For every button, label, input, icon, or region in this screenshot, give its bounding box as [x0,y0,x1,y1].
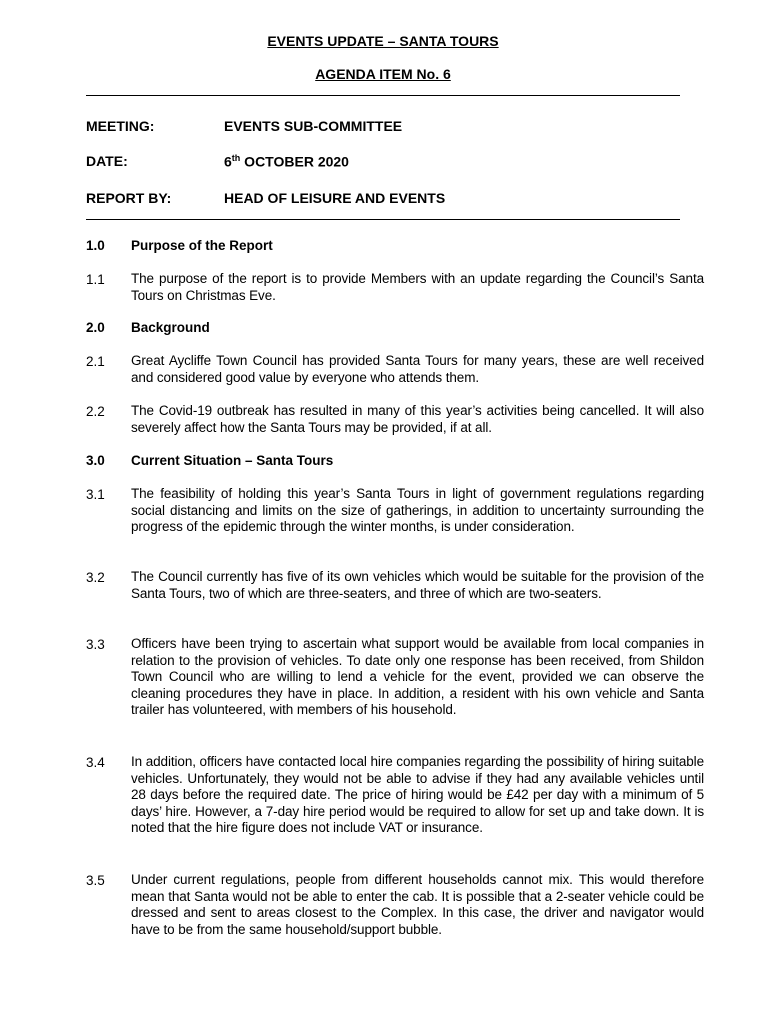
date-suffix: th [231,153,241,163]
paragraph-text: Officers have been trying to ascertain what support would be available from local companies in relation to the provision of vehicles. To date only one response has been received, from Shildon Town Council who are willing to lend a vehicle for the event, provided we can observe the cleaning procedures they have in place. In addition, a resident with his own vehicle and Santa trailer has volunteered, with members of his household. [131,636,704,718]
section-heading: Background [131,320,210,335]
meeting-label: MEETING: [86,118,155,134]
paragraph-text: In addition, officers have contacted local hire companies regarding the possibility of hiring suitable vehicles. Unfortunately, they would not be able to advise if they had any available vehicles until 28 days before the required date. The price of hiring would be £42 per day with a minimum of 5 days’ hire. However, a 7-day hire period would be required to allow for set up and take down. It is noted that the hire figure does not include VAT or insurance. [131,754,704,836]
date-rest: OCTOBER 2020 [240,153,349,170]
section-heading: Current Situation – Santa Tours [131,453,334,468]
section-number: 1.0 [86,238,105,253]
date-day: 6 [224,153,232,170]
paragraph-number: 3.3 [86,637,105,652]
paragraph-text: The Council currently has five of its own vehicles which would be suitable for the provision of the Santa Tours, two of which are three-seaters, and three of which are two-seaters. [131,569,704,601]
paragraph-text: The Covid-19 outbreak has resulted in many of this year’s activities being cancelled. It will also severely affect how the Santa Tours may be provided, if at all. [131,403,704,435]
paragraph-number: 3.4 [86,755,105,770]
bottom-rule [86,219,680,220]
paragraph-number: 1.1 [86,272,105,287]
agenda-item: AGENDA ITEM No. 6 [315,66,451,82]
paragraph-number: 2.2 [86,404,105,419]
paragraph-text: Under current regulations, people from different households cannot mix. This would therefore mean that Santa would not be able to enter the cab. It is possible that a 2-seater vehicle could be dressed and sent to areas closest to the Complex. In this case, the driver and navigator would have to be from the same household/support bubble. [131,872,704,937]
section-heading: Purpose of the Report [131,238,273,253]
paragraph-text: Great Aycliffe Town Council has provided Santa Tours for many years, these are well received and considered good value by everyone who attends them. [131,353,704,385]
section-number: 3.0 [86,453,105,468]
meeting-value: EVENTS SUB-COMMITTEE [224,118,403,134]
date-label: DATE: [86,153,128,169]
section-number: 2.0 [86,320,105,335]
report-by-value: HEAD OF LEISURE AND EVENTS [224,190,446,206]
paragraph-number: 3.1 [86,487,105,502]
paragraph-number: 2.1 [86,354,105,369]
paragraph-text: The purpose of the report is to provide Members with an update regarding the Council’s Santa Tours on Christmas Eve. [131,271,704,303]
document-title: EVENTS UPDATE – SANTA TOURS [267,33,499,49]
date-value [224,153,349,170]
paragraph-number: 3.2 [86,570,105,585]
paragraph-text: The feasibility of holding this year’s Santa Tours in light of government regulations regarding social distancing and limits on the size of gatherings, in addition to uncertainty surrounding the progress of the epidemic through the winter months, is under consideration. [131,486,704,535]
paragraph-number: 3.5 [86,873,105,888]
report-by-label: REPORT BY: [86,190,172,206]
top-rule [86,95,680,96]
